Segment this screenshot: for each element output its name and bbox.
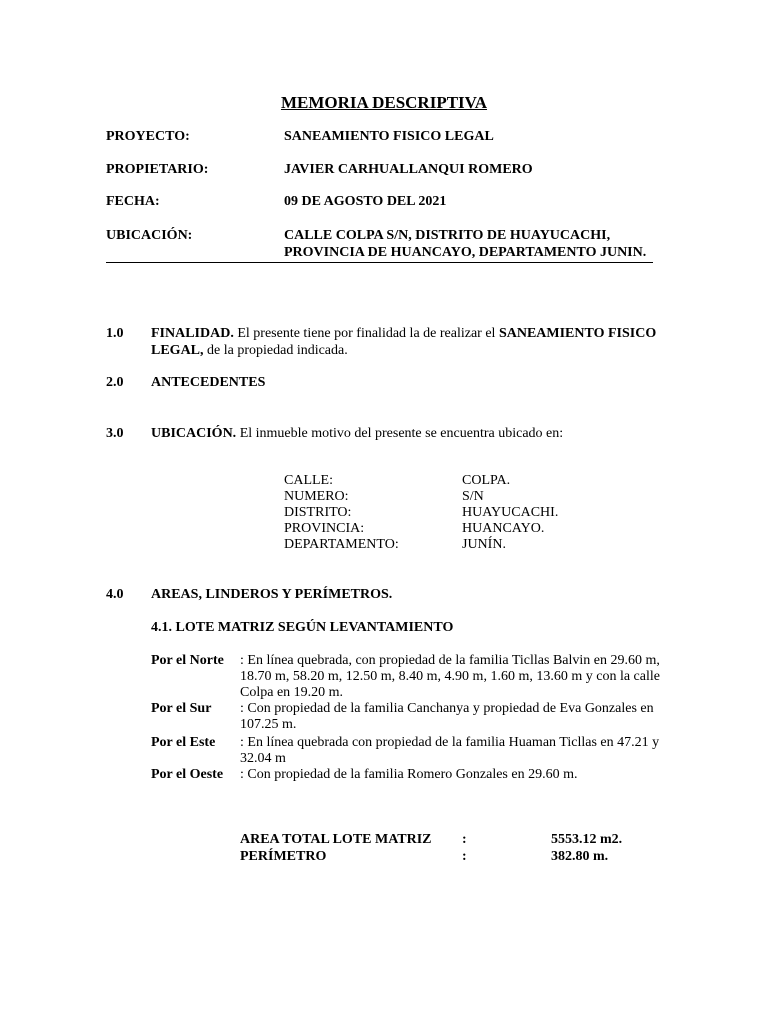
- section-1-text1: El presente tiene por finalidad la de realizar el: [233, 326, 499, 341]
- date-value: 09 DE AGOSTO DEL 2021: [284, 194, 447, 209]
- owner-label: PROPIETARIO:: [106, 162, 209, 177]
- section-3-number: 3.0: [106, 426, 124, 441]
- section-3-line: [151, 425, 563, 442]
- loc-value-distrito: HUAYUCACHI.: [462, 505, 559, 520]
- section-2-number: 2.0: [106, 375, 124, 390]
- loc-label-numero: NUMERO:: [284, 489, 349, 504]
- location-value-line2: PROVINCIA DE HUANCAYO, DEPARTAMENTO JUNIN.: [284, 245, 647, 260]
- loc-value-numero: S/N: [462, 489, 484, 504]
- boundary-text-norte: : En línea quebrada, con propiedad de la familia Ticllas Balvin en 29.60 m, 18.70 m, 58.20 m, 12.50 m, 8.40 m, 4.90 m, 1.60 m, 13.60 m y con la calle Colpa en 19.20 m.: [240, 653, 660, 700]
- document-title: MEMORIA DESCRIPTIVA: [280, 93, 488, 112]
- section-1-line1: [151, 325, 656, 342]
- loc-label-provincia: PROVINCIA:: [284, 521, 365, 536]
- boundary-text-este: : En línea quebrada con propiedad de la familia Huaman Ticllas en 47.21 y 32.04 m: [240, 735, 660, 766]
- boundary-label-sur: Por el Sur: [151, 701, 212, 716]
- project-value: SANEAMIENTO FISICO LEGAL: [284, 129, 494, 144]
- section-4-1-subtitle: 4.1. LOTE MATRIZ SEGÚN LEVANTAMIENTO: [151, 620, 454, 635]
- owner-value: JAVIER CARHUALLANQUI ROMERO: [284, 162, 533, 177]
- loc-value-provincia: HUANCAYO.: [462, 521, 545, 536]
- boundary-label-este: Por el Este: [151, 735, 216, 750]
- loc-value-departamento: JUNÍN.: [462, 537, 506, 552]
- boundary-label-norte: Por el Norte: [151, 653, 224, 668]
- header-divider: [106, 262, 653, 263]
- section-2-title: ANTECEDENTES: [151, 375, 266, 390]
- loc-value-calle: COLPA.: [462, 473, 511, 488]
- perimeter-value: 382.80 m.: [551, 849, 609, 864]
- section-3-text: El inmueble motivo del presente se encuentra ubicado en:: [236, 426, 564, 441]
- project-label: PROYECTO:: [106, 129, 190, 144]
- location-label: UBICACIÓN:: [106, 228, 193, 243]
- boundary-text-oeste: : Con propiedad de la familia Romero Gonzales en 29.60 m.: [240, 767, 578, 782]
- boundary-text-sur: : Con propiedad de la familia Canchanya y propiedad de Eva Gonzales en 107.25 m.: [240, 701, 654, 732]
- section-1-title: FINALIDAD.: [151, 326, 234, 341]
- loc-label-calle: CALLE:: [284, 473, 333, 488]
- boundary-label-oeste: Por el Oeste: [151, 767, 224, 782]
- section-4-title: AREAS, LINDEROS Y PERÍMETROS.: [151, 587, 393, 602]
- section-1-text2: de la propiedad indicada.: [203, 343, 348, 358]
- section-1-bold2: SANEAMIENTO FISICO: [498, 326, 657, 341]
- section-1-line2: [151, 342, 348, 359]
- section-3-title: UBICACIÓN.: [151, 426, 237, 441]
- perimeter-label: PERÍMETRO: [240, 849, 327, 864]
- section-1-number: 1.0: [106, 326, 124, 341]
- loc-label-distrito: DISTRITO:: [284, 505, 352, 520]
- perimeter-colon: :: [462, 849, 467, 864]
- loc-label-departamento: DEPARTAMENTO:: [284, 537, 399, 552]
- total-area-value: 5553.12 m2.: [551, 832, 623, 847]
- total-area-label: AREA TOTAL LOTE MATRIZ: [240, 832, 432, 847]
- total-area-colon: :: [462, 832, 467, 847]
- section-1-bold3: LEGAL,: [151, 343, 204, 358]
- location-value-line1: CALLE COLPA S/N, DISTRITO DE HUAYUCACHI,: [284, 228, 611, 243]
- section-4-number: 4.0: [106, 587, 124, 602]
- date-label: FECHA:: [106, 194, 160, 209]
